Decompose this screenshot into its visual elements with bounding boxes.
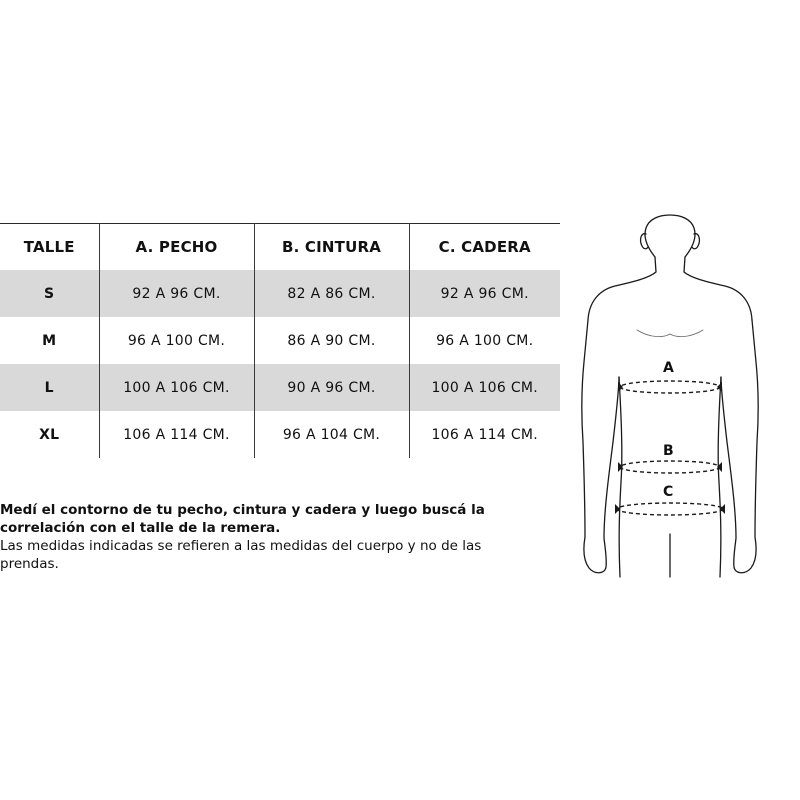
header-pecho: A. PECHO bbox=[99, 224, 254, 271]
measurement-disclaimer: Las medidas indicadas se refieren a las medidas del cuerpo y no de las prendas. bbox=[0, 538, 482, 572]
table-row-l bbox=[0, 364, 560, 411]
pecho-cell: 100 A 106 CM. bbox=[99, 364, 254, 411]
cintura-cell: 90 A 96 CM. bbox=[254, 364, 409, 411]
size-cell: XL bbox=[39, 426, 60, 443]
header-talle: TALLE bbox=[23, 238, 75, 256]
size-cell: M bbox=[42, 332, 57, 349]
label-a: A bbox=[663, 360, 674, 376]
cadera-cell: 92 A 96 CM. bbox=[409, 270, 560, 317]
header-cadera: C. CADERA bbox=[409, 224, 560, 271]
label-b: B bbox=[663, 443, 674, 459]
size-cell: L bbox=[0, 364, 99, 411]
cadera-cell: 96 A 100 CM. bbox=[409, 317, 560, 364]
label-c: C bbox=[663, 484, 674, 500]
cintura-cell: 96 A 104 CM. bbox=[254, 411, 409, 458]
cintura-cell: 86 A 90 CM. bbox=[254, 317, 409, 364]
measurement-notes bbox=[0, 501, 500, 573]
pecho-cell: 96 A 100 CM. bbox=[99, 317, 254, 364]
measurement-instruction: Medí el contorno de tu pecho, cintura y cadera y luego buscá la correlación con el talle de la remera. bbox=[0, 502, 485, 536]
table-row-s bbox=[0, 270, 560, 317]
table-header-row bbox=[0, 224, 560, 271]
size-cell: S bbox=[0, 270, 99, 317]
body-measurement-figure bbox=[575, 212, 775, 584]
cintura-cell: 82 A 86 CM. bbox=[254, 270, 409, 317]
table-row-xl bbox=[0, 411, 560, 458]
cadera-cell: 100 A 106 CM. bbox=[409, 364, 560, 411]
pecho-cell: 92 A 96 CM. bbox=[99, 270, 254, 317]
header-cintura: B. CINTURA bbox=[254, 224, 409, 271]
pecho-cell: 106 A 114 CM. bbox=[99, 411, 254, 458]
table-row-m bbox=[0, 317, 560, 364]
body-silhouette-icon bbox=[575, 212, 775, 584]
size-chart-table bbox=[0, 223, 560, 458]
cadera-cell: 106 A 114 CM. bbox=[409, 411, 560, 458]
